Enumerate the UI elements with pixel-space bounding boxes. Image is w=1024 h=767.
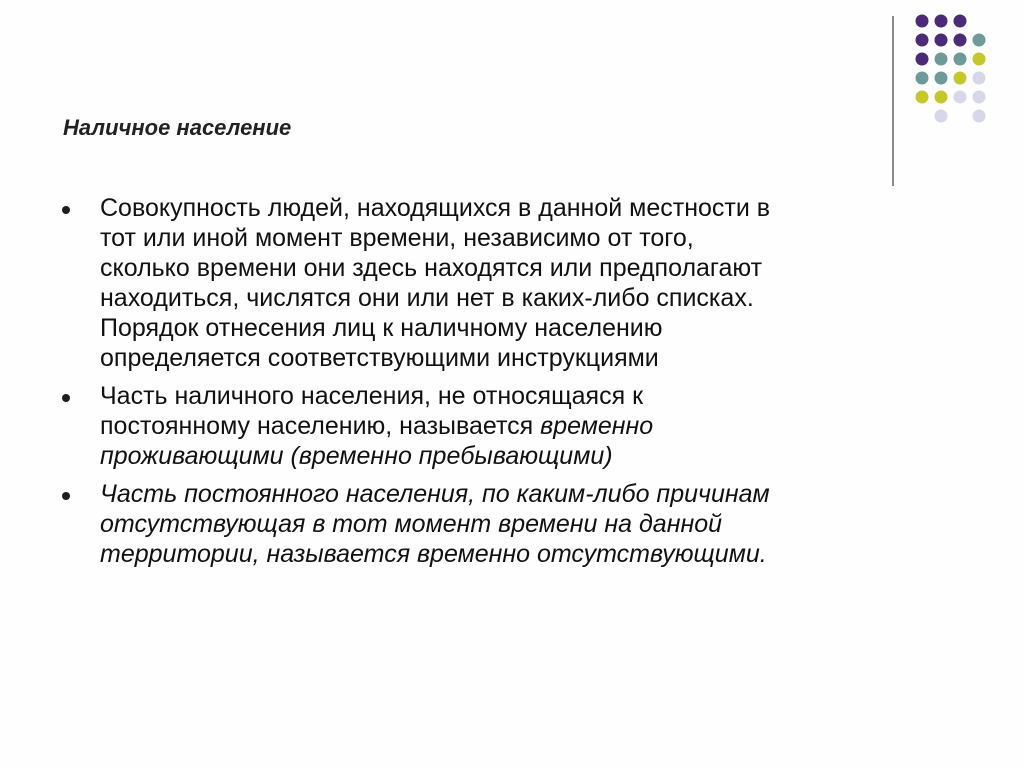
- bullet-item-1: [60, 193, 960, 373]
- slide-title: Наличное население: [63, 115, 292, 140]
- bullet-3-line-2: отсутствующая в тот момент времени на данной: [100, 510, 723, 538]
- decor-dot-lavender: [973, 72, 986, 85]
- bullet-item-2: [60, 381, 960, 471]
- bullet-1-line-5: Порядок отнесения лиц к наличному населению: [100, 314, 663, 342]
- bullet-1-line-4: находиться, числятся они или нет в каких-либо списках.: [100, 284, 754, 312]
- decor-dot-purple: [954, 15, 967, 28]
- bullet-2-line-3: проживающими (временно пребывающими): [100, 442, 613, 470]
- decor-dot-lavender: [973, 91, 986, 104]
- bullet-2-line-2-emphasis: временно: [540, 412, 654, 440]
- decor-dot-teal: [935, 72, 948, 85]
- bullet-3-line-1: Часть постоянного населения, по каким-либо причинам: [100, 480, 770, 508]
- bullet-marker: [62, 394, 70, 402]
- decor-dot-lavender: [973, 110, 986, 123]
- bullet-item-3: [60, 479, 960, 569]
- decor-dot-purple: [916, 34, 929, 47]
- decor-dot-teal: [935, 53, 948, 66]
- bullet-marker: [62, 492, 70, 500]
- dot-pattern-decoration: [0, 0, 1024, 170]
- bullet-2-line-2: [100, 411, 960, 441]
- decor-dot-olive: [973, 53, 986, 66]
- bullet-3-line-3: территории, называется временно отсутствующими.: [100, 540, 767, 568]
- decor-dot-purple: [935, 34, 948, 47]
- decor-dot-purple: [916, 15, 929, 28]
- bullet-1-line-3: сколько времени они здесь находятся или предполагают: [100, 254, 763, 282]
- bullet-2-line-1: Часть наличного населения, не относящаяся к: [100, 382, 644, 410]
- bullet-1-line-6: определяется соответствующими инструкциями: [100, 344, 659, 372]
- decor-dot-teal: [916, 72, 929, 85]
- decor-dot-lavender: [954, 91, 967, 104]
- decor-dot-olive: [935, 91, 948, 104]
- bullet-list: [60, 193, 960, 577]
- bullet-marker: [62, 206, 70, 214]
- decor-dot-purple: [916, 53, 929, 66]
- decor-dot-lavender: [935, 110, 948, 123]
- vertical-divider: [892, 16, 894, 186]
- bullet-2-line-2-text: постоянному населению, называется: [100, 412, 541, 440]
- decor-dot-teal: [973, 34, 986, 47]
- decor-dot-purple: [954, 34, 967, 47]
- bullet-1-line-2: тот или иной момент времени, независимо от того,: [100, 224, 694, 252]
- decor-dot-olive: [954, 72, 967, 85]
- bullet-1-line-1: Совокупность людей, находящихся в данной местности в: [100, 194, 771, 222]
- decor-dot-teal: [954, 53, 967, 66]
- decor-dot-olive: [916, 91, 929, 104]
- decor-dot-purple: [935, 15, 948, 28]
